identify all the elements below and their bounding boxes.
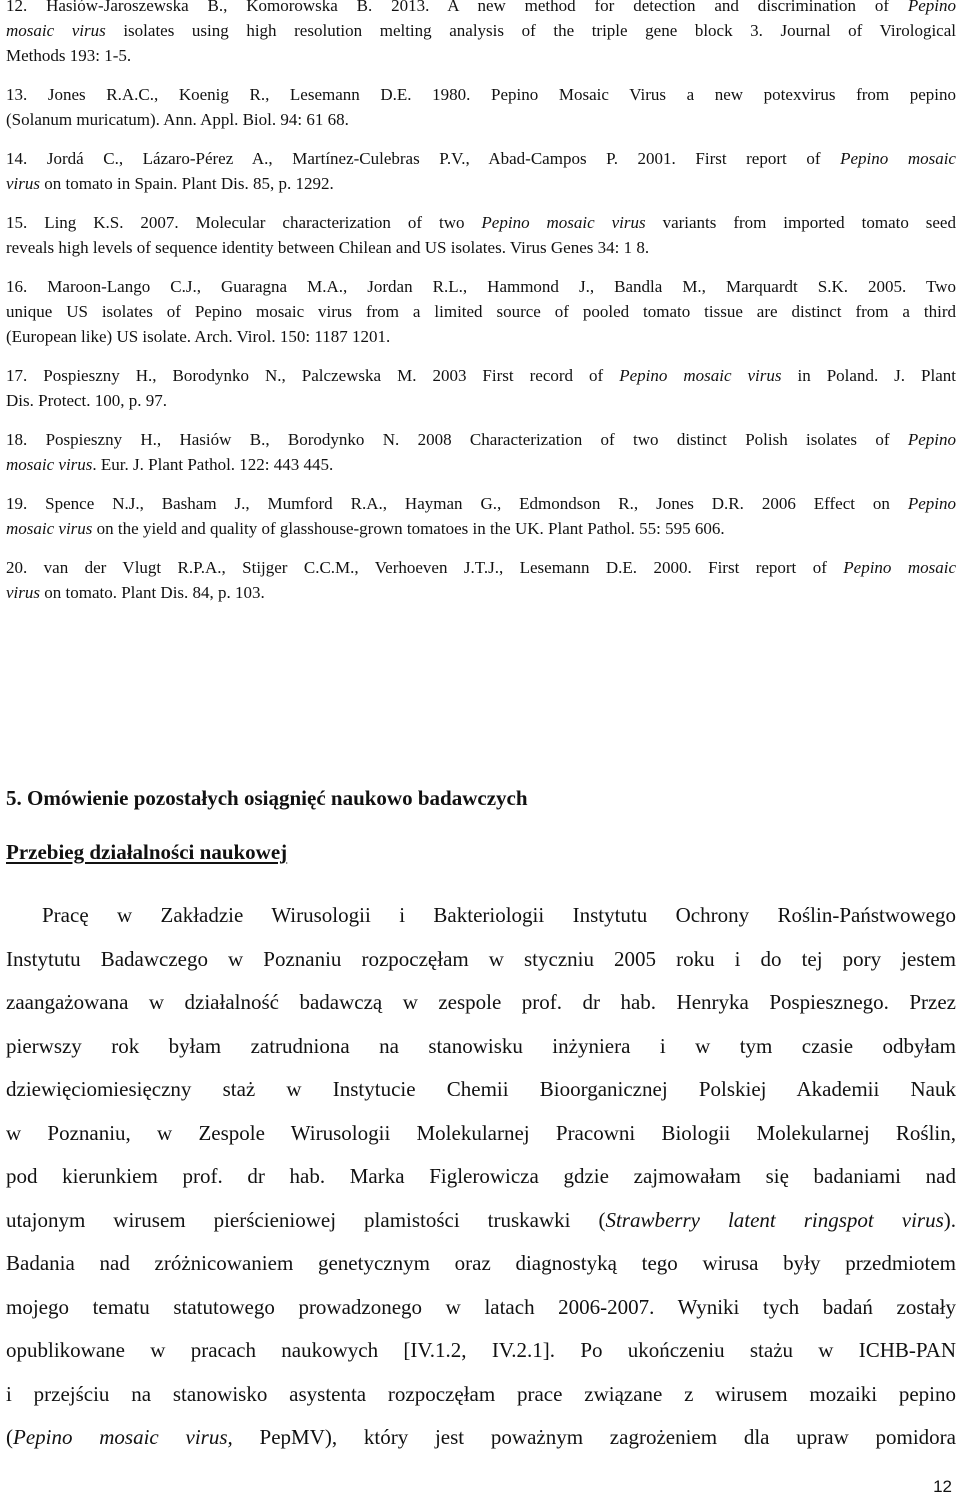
italic-species-name: Pepino mosaic virus, [13, 1425, 233, 1449]
section-title: Omówienie pozostałych osiągnięć naukowo badawczych [27, 786, 528, 810]
italic-species-name: Pepino [907, 430, 956, 449]
reference-line: 14. Jordá C., Lázaro-Pérez A., Martínez-Culebras P.V., Abad-Campos P. 2001. First report of Pepino mosaic [6, 149, 956, 168]
subsection-heading: Przebieg działalności naukowej [6, 840, 288, 864]
reference-entry [6, 210, 956, 260]
body-line: Pracę w Zakładzie Wirusologii i Bakteriologii Instytutu Ochrony Roślin-Państwowego [42, 903, 956, 927]
reference-entry [6, 82, 956, 132]
body-line: (Pepino mosaic virus, PepMV), który jest poważnym zagrożeniem dla upraw pomidora [6, 1425, 956, 1449]
reference-line: 13. Jones R.A.C., Koenig R., Lesemann D.E. 1980. Pepino Mosaic Virus a new potexvirus from pepino [6, 85, 956, 104]
italic-species-name: mosaic virus [6, 519, 93, 538]
reference-line: virus on tomato in Spain. Plant Dis. 85, p. 1292. [6, 174, 334, 193]
reference-line: unique US isolates of Pepino mosaic virus from a limited source of pooled tomato tissue are distinct from a third [6, 302, 956, 321]
body-line: i przejściu na stanowisko asystenta rozpoczęłam prace związane z wirusem mozaiki pepino [6, 1381, 956, 1406]
body-line: zaangażowana w działalność badawczą w zespole prof. dr hab. Henryka Pospiesznego. Przez [6, 990, 956, 1014]
reference-line: 20. van der Vlugt R.P.A., Stijger C.C.M., Verhoeven J.T.J., Lesemann D.E. 2000. First report of Pepino mosaic [6, 558, 956, 577]
reference-line: Dis. Protect. 100, p. 97. [6, 391, 168, 410]
reference-line: reveals high levels of sequence identity between Chilean and US isolates. Virus Genes 34: 1 8. [6, 238, 650, 257]
reference-entry [6, 0, 956, 68]
reference-entry [6, 146, 956, 196]
body-line: Badania nad zróżnicowaniem genetycznym oraz diagnostyką tego wirusa były przedmiotem [6, 1251, 956, 1275]
reference-line: mosaic virus on the yield and quality of glasshouse-grown tomatoes in the UK. Plant Pathol. 55: 595 606. [6, 519, 725, 538]
italic-species-name: mosaic virus [6, 455, 93, 474]
reference-list [6, 0, 956, 619]
body-line: mojego tematu statutowego prowadzonego w latach 2006-2007. Wyniki tych badań zostały [6, 1294, 956, 1319]
body-line: pierwszy rok byłam zatrudniona na stanowisku inżyniera i w tym czasie odbyłam [6, 1033, 956, 1058]
reference-line: 17. Pospieszny H., Borodynko N., Palczewska M. 2003 First record of Pepino mosaic virus in Poland. J. Plant [6, 366, 956, 385]
body-line: opublikowane w pracach naukowych [IV.1.2, IV.2.1]. Po ukończeniu stażu w ICHB-PAN [6, 1338, 956, 1362]
reference-line: 16. Maroon-Lango C.J., Guaragna M.A., Jordan R.L., Hammond J., Bandla M., Marquardt S.K. 2005. Two [6, 277, 956, 296]
italic-species-name: Pepino mosaic [843, 558, 956, 577]
italic-species-name: Pepino mosaic [840, 149, 956, 168]
body-line: dziewięciomiesięczny staż w Instytucie Chemii Bioorganicznej Polskiej Akademii Nauk [6, 1077, 956, 1101]
italic-species-name: mosaic virus [6, 21, 106, 40]
reference-line: 19. Spence N.J., Basham J., Mumford R.A., Hayman G., Edmondson R., Jones D.R. 2006 Effect on Pepino [6, 494, 956, 513]
reference-entry [6, 427, 956, 477]
body-line: w Poznaniu, w Zespole Wirusologii Molekularnej Pracowni Biologii Molekularnej Roślin, [6, 1120, 956, 1145]
italic-species-name: Strawberry latent ringspot virus [605, 1207, 944, 1232]
reference-line: mosaic virus isolates using high resolution melting analysis of the triple gene block 3. Journal of Virological [6, 21, 956, 40]
reference-line: 15. Ling K.S. 2007. Molecular characterization of two Pepino mosaic virus variants from imported tomato seed [6, 213, 956, 232]
reference-line: Methods 193: 1-5. [6, 46, 132, 65]
body-paragraph [6, 895, 956, 1461]
reference-line: 18. Pospieszny H., Hasiów B., Borodynko N. 2008 Characterization of two distinct Polish isolates of Pepino [6, 430, 956, 449]
body-line: Instytutu Badawczego w Poznaniu rozpoczęłam w styczniu 2005 roku i do tej pory jestem [6, 946, 956, 971]
italic-species-name: Pepino mosaic virus [481, 213, 646, 232]
section-number: 5. [6, 786, 22, 810]
reference-entry [6, 363, 956, 413]
italic-species-name: virus [6, 583, 40, 602]
reference-line: virus on tomato. Plant Dis. 84, p. 103. [6, 583, 265, 602]
page-number: 12 [933, 1477, 952, 1496]
reference-entry [6, 555, 956, 605]
reference-line: mosaic virus. Eur. J. Plant Pathol. 122: 443 445. [6, 455, 334, 474]
italic-species-name: Pepino mosaic virus [619, 366, 782, 385]
section-heading [6, 786, 528, 811]
reference-line: 12. Hasiów-Jaroszewska B., Komorowska B. 2013. A new method for detection and discrimination of Pepino [6, 0, 956, 18]
italic-species-name: Pepino [907, 0, 956, 15]
italic-species-name: virus [6, 174, 40, 193]
italic-species-name: Pepino [907, 494, 956, 513]
reference-line: (European like) US isolate. Arch. Virol. 150: 1187 1201. [6, 327, 391, 346]
reference-line: (Solanum muricatum). Ann. Appl. Biol. 94: 61 68. [6, 110, 349, 129]
reference-entry [6, 491, 956, 541]
reference-entry [6, 274, 956, 349]
body-line: utajonym wirusem pierścieniowej plamistości truskawki (Strawberry latent ringspot virus). [6, 1207, 956, 1232]
body-line: pod kierunkiem prof. dr hab. Marka Figlerowicza gdzie zajmowałam się badaniami nad [6, 1164, 956, 1188]
